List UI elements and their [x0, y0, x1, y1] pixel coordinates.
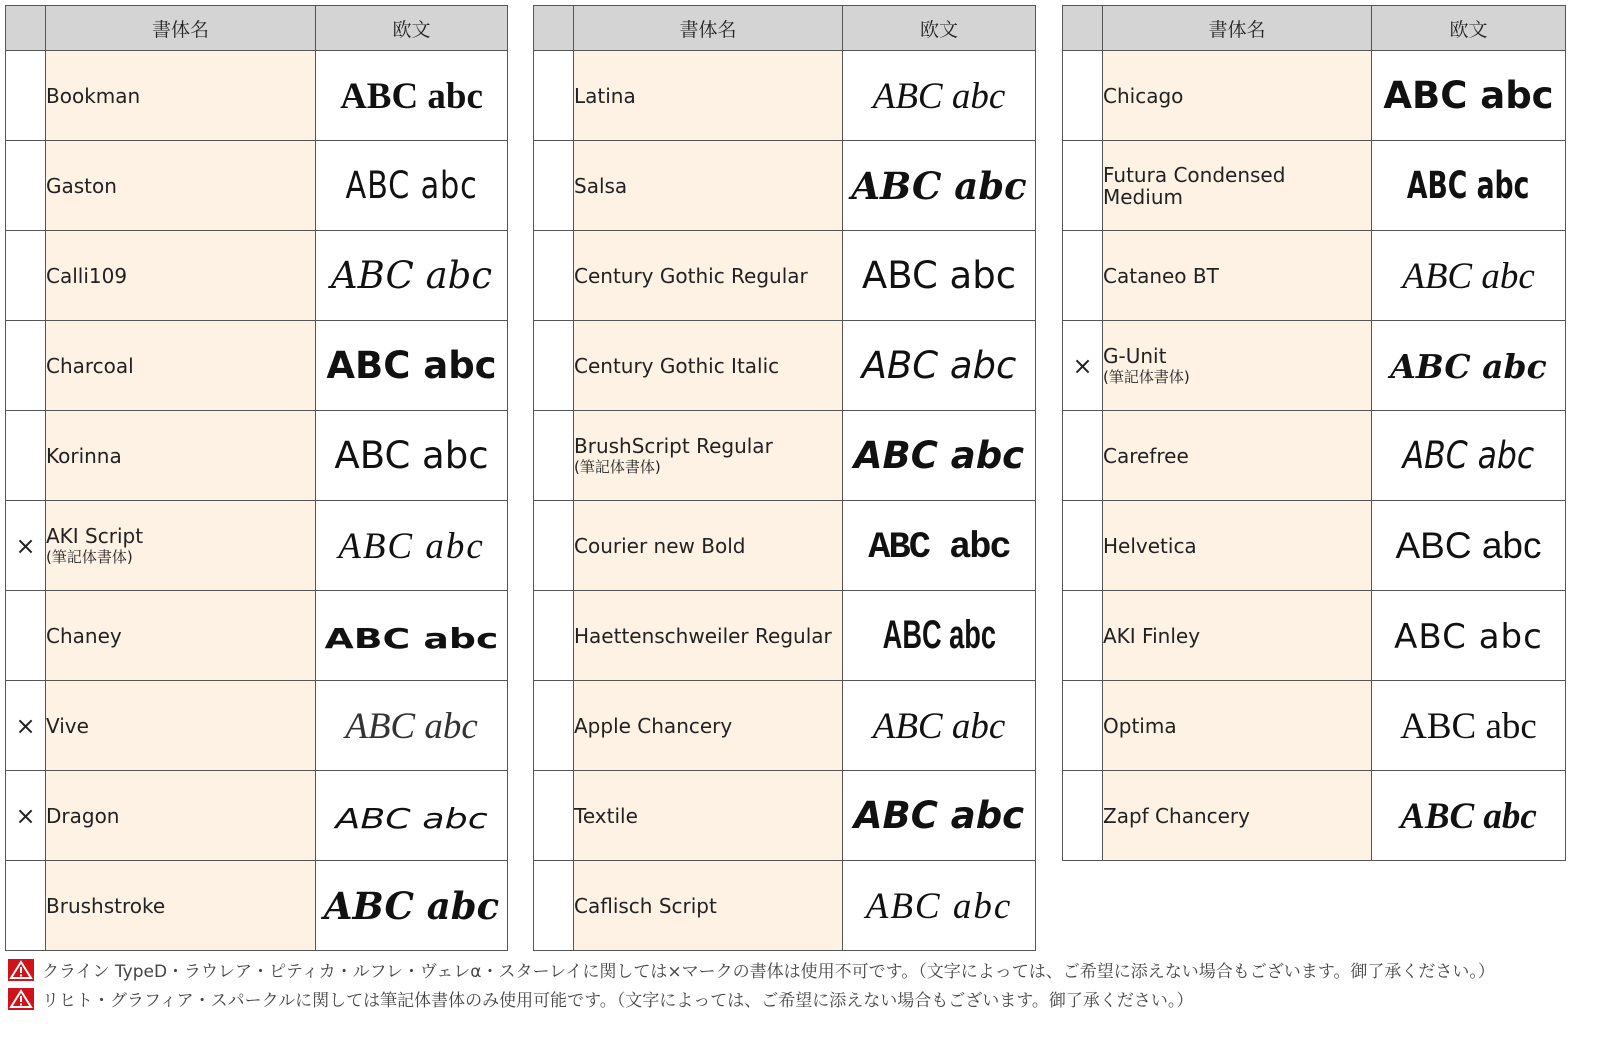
font-sample-cell: [316, 321, 508, 411]
font-name: Latina: [574, 83, 636, 108]
table-row: [6, 321, 508, 411]
font-sample-cell: [843, 411, 1036, 501]
font-name: Apple Chancery: [574, 713, 733, 738]
unavailable-mark: [1063, 681, 1103, 771]
font-name: Salsa: [574, 173, 628, 198]
font-sample-cell: [843, 51, 1036, 141]
table-row: [1063, 231, 1566, 321]
font-sample: ABC abc: [1402, 255, 1535, 297]
notes: [8, 955, 1598, 1013]
unavailable-mark: ×: [6, 771, 46, 861]
unavailable-mark: [6, 861, 46, 951]
font-name: Bookman: [46, 83, 141, 108]
font-name-cell: [46, 51, 316, 141]
font-name: Korinna: [46, 443, 122, 468]
font-sample-cell: [1372, 321, 1566, 411]
font-sample-cell: [1372, 591, 1566, 681]
sample-column-header: 欧文: [316, 6, 508, 51]
font-name-cell: [1103, 321, 1372, 411]
font-sample-cell: [843, 141, 1036, 231]
note-line: [8, 984, 1598, 1013]
table-row: [1063, 141, 1566, 231]
font-name-cell: [574, 51, 843, 141]
unavailable-mark: [1063, 501, 1103, 591]
unavailable-mark: [6, 51, 46, 141]
font-sample-cell: [316, 501, 508, 591]
table-row: [1063, 411, 1566, 501]
font-name-cell: [574, 231, 843, 321]
font-sample-cell: [1372, 411, 1566, 501]
font-name-cell: [46, 501, 316, 591]
font-sample: ABC abc: [324, 622, 499, 655]
table-row: [534, 771, 1036, 861]
table-row: [6, 771, 508, 861]
font-sample-cell: [843, 501, 1036, 591]
font-sample-cell: [316, 861, 508, 951]
unavailable-mark: [6, 321, 46, 411]
font-sample: ABC abc: [330, 254, 493, 297]
font-sample-cell: [843, 681, 1036, 771]
font-sample: ABC abc: [872, 705, 1006, 747]
font-name: Calli109: [46, 263, 128, 288]
font-name-cell: [574, 321, 843, 411]
font-sample: ABC abc: [1383, 74, 1554, 117]
font-sample: ABC abc: [1395, 525, 1542, 566]
table-row: [534, 501, 1036, 591]
font-name: Courier new Bold: [574, 533, 746, 558]
font-name: Caflisch Script: [574, 893, 717, 918]
font-name: Dragon: [46, 803, 120, 828]
font-name-cell: [574, 681, 843, 771]
unavailable-mark: [1063, 411, 1103, 501]
unavailable-mark: ×: [6, 501, 46, 591]
name-column-header: 書体名: [46, 6, 316, 51]
sample-column-header: 欧文: [1372, 6, 1566, 51]
font-sample-cell: [1372, 141, 1566, 231]
font-sample-cell: [843, 591, 1036, 681]
note-text: クライン TypeD・ラウレア・ピティカ・ルフレ・ヴェレα・スターレイに関しては×マークの書体は使用不可です。（文字によっては、ご希望に添えない場合もございます。御了承ください。）: [42, 962, 1495, 982]
font-name: Century Gothic Italic: [574, 353, 780, 378]
font-name: AKI Script: [46, 523, 144, 548]
font-note: (筆記体書体): [574, 457, 661, 476]
font-sample-cell: [1372, 681, 1566, 771]
font-name: Zapf Chancery: [1103, 803, 1250, 828]
font-sample-cell: [316, 681, 508, 771]
font-sample: ABC abc: [340, 75, 483, 117]
table-row: [1063, 681, 1566, 771]
font-sample: ABC abc: [865, 885, 1013, 927]
font-table-2: [533, 5, 1036, 951]
table-row: [1063, 321, 1566, 411]
name-column-header: 書体名: [574, 6, 843, 51]
unavailable-mark: [534, 321, 574, 411]
font-name-cell: [574, 771, 843, 861]
table-header-row: [534, 6, 1036, 51]
font-name: Chicago: [1103, 83, 1184, 108]
font-sample-cell: [1372, 501, 1566, 591]
unavailable-mark: [1063, 591, 1103, 681]
font-name-cell: [1103, 51, 1372, 141]
table-header-row: [1063, 6, 1566, 51]
font-name-cell: [1103, 411, 1372, 501]
font-sample-cell: [316, 141, 508, 231]
table-row: [6, 411, 508, 501]
font-name-cell: [574, 861, 843, 951]
font-name-cell: [1103, 231, 1372, 321]
table-header-row: [6, 6, 508, 51]
font-name: Gaston: [46, 173, 117, 198]
table-row: [534, 411, 1036, 501]
table-row: [6, 591, 508, 681]
table-row: [6, 51, 508, 141]
unavailable-mark: [1063, 51, 1103, 141]
unavailable-mark: [534, 591, 574, 681]
note-line: [8, 955, 1598, 984]
font-name-cell: [574, 141, 843, 231]
font-sample: ABC abc: [1407, 164, 1530, 207]
unavailable-mark: [534, 231, 574, 321]
font-sample-cell: [843, 321, 1036, 411]
font-table-1: [5, 5, 508, 951]
font-name-cell: [1103, 591, 1372, 681]
unavailable-mark: ×: [6, 681, 46, 771]
font-sample: ABC abc: [1390, 347, 1547, 386]
table-body: [6, 51, 508, 951]
font-name: Chaney: [46, 623, 122, 648]
table-body: [1063, 51, 1566, 861]
font-name-cell: [46, 231, 316, 321]
font-note: (筆記体書体): [46, 547, 133, 566]
font-name: G-Unit: [1103, 343, 1167, 368]
unavailable-mark: [534, 411, 574, 501]
unavailable-mark: [6, 141, 46, 231]
warning-icon: [8, 959, 34, 981]
unavailable-mark: [534, 141, 574, 231]
font-name: Haettenschweiler Regular: [574, 623, 832, 648]
font-name: Cataneo BT: [1103, 263, 1219, 288]
font-name-cell: [46, 321, 316, 411]
font-sample: ABC abc: [1400, 705, 1537, 747]
font-sample: ABC abc: [326, 344, 497, 387]
font-name: AKI Finley: [1103, 623, 1201, 648]
table-row: [6, 861, 508, 951]
unavailable-mark: [534, 501, 574, 591]
warning-icon: [8, 988, 34, 1010]
font-name: Vive: [46, 713, 89, 738]
table-row: [534, 51, 1036, 141]
unavailable-mark: [6, 591, 46, 681]
font-name-cell: [46, 861, 316, 951]
font-sample: ABC abc: [335, 802, 488, 835]
font-sample: ABC abc: [345, 164, 478, 207]
font-sample: ABC abc: [323, 883, 500, 928]
font-sample: ABC abc: [345, 705, 478, 747]
font-sample-cell: [316, 51, 508, 141]
font-name: Brushstroke: [46, 893, 166, 918]
font-sample-cell: [843, 861, 1036, 951]
font-sample: ABC abc: [853, 434, 1025, 477]
mark-column-header: [534, 6, 574, 51]
font-sample-cell: [316, 231, 508, 321]
table-row: [1063, 771, 1566, 861]
font-sample: ABC abc: [851, 163, 1027, 208]
table-row: [534, 861, 1036, 951]
font-sample-cell: [316, 411, 508, 501]
unavailable-mark: [1063, 771, 1103, 861]
font-table-3: [1062, 5, 1566, 861]
unavailable-mark: [1063, 141, 1103, 231]
font-name-cell: [1103, 681, 1372, 771]
table-row: [6, 681, 508, 771]
font-name-cell: [1103, 771, 1372, 861]
font-name: BrushScript Regular: [574, 433, 773, 458]
font-name-cell: [574, 591, 843, 681]
mark-column-header: [6, 6, 46, 51]
table-row: [6, 141, 508, 231]
font-name: Optima: [1103, 713, 1177, 738]
table-row: [6, 231, 508, 321]
unavailable-mark: ×: [1063, 321, 1103, 411]
table-row: [534, 591, 1036, 681]
font-sample-cell: [1372, 51, 1566, 141]
table-row: [1063, 591, 1566, 681]
table-row: [6, 501, 508, 591]
font-name: Charcoal: [46, 353, 134, 378]
font-name-cell: [1103, 501, 1372, 591]
sample-column-header: 欧文: [843, 6, 1036, 51]
font-name-cell: [46, 141, 316, 231]
unavailable-mark: [6, 411, 46, 501]
font-sample-cell: [316, 591, 508, 681]
unavailable-mark: [1063, 231, 1103, 321]
font-sample: ABC abc: [861, 254, 1017, 297]
mark-column-header: [1063, 6, 1103, 51]
table-row: [534, 321, 1036, 411]
font-name: Carefree: [1103, 443, 1189, 468]
font-sample: ABC abc: [882, 613, 996, 657]
table-row: [1063, 501, 1566, 591]
note-text: リヒト・グラフィア・スパークルに関しては筆記体書体のみ使用可能です。（文字によっては、ご希望に添えない場合もございます。御了承ください。）: [42, 991, 1194, 1011]
unavailable-mark: [534, 771, 574, 861]
font-sample: ABC abc: [338, 525, 485, 567]
font-name-cell: [574, 501, 843, 591]
font-name-cell: [46, 591, 316, 681]
font-sample-cell: [1372, 231, 1566, 321]
font-name: Textile: [574, 803, 638, 828]
unavailable-mark: [534, 51, 574, 141]
name-column-header: 書体名: [1103, 6, 1372, 51]
font-name-cell: [46, 411, 316, 501]
font-sample-cell: [1372, 771, 1566, 861]
font-name: Futura Condensed Medium: [1103, 162, 1286, 209]
font-sample: ABC abc: [872, 75, 1006, 117]
font-sample-cell: [843, 231, 1036, 321]
table-row: [1063, 51, 1566, 141]
font-name: Century Gothic Regular: [574, 263, 808, 288]
font-name-cell: [46, 771, 316, 861]
font-sample: ABC abc: [1400, 795, 1537, 837]
table-row: [534, 681, 1036, 771]
font-sample-cell: [843, 771, 1036, 861]
table-body: [534, 51, 1036, 951]
font-sample: ABC abc: [861, 344, 1017, 387]
table-row: [534, 141, 1036, 231]
unavailable-mark: [534, 861, 574, 951]
font-sample: ABC abc: [334, 434, 489, 477]
font-sample: ABC abc: [853, 794, 1025, 837]
font-name-cell: [46, 681, 316, 771]
font-name: Helvetica: [1103, 533, 1197, 558]
font-note: (筆記体書体): [1103, 367, 1190, 386]
font-name-cell: [1103, 141, 1372, 231]
unavailable-mark: [534, 681, 574, 771]
font-sample: ABC abc: [1394, 617, 1543, 657]
table-row: [534, 231, 1036, 321]
font-name-cell: [574, 411, 843, 501]
unavailable-mark: [6, 231, 46, 321]
font-sample-cell: [316, 771, 508, 861]
font-sample: ABC abc: [868, 526, 1010, 569]
font-sample: ABC abc: [1402, 434, 1535, 477]
